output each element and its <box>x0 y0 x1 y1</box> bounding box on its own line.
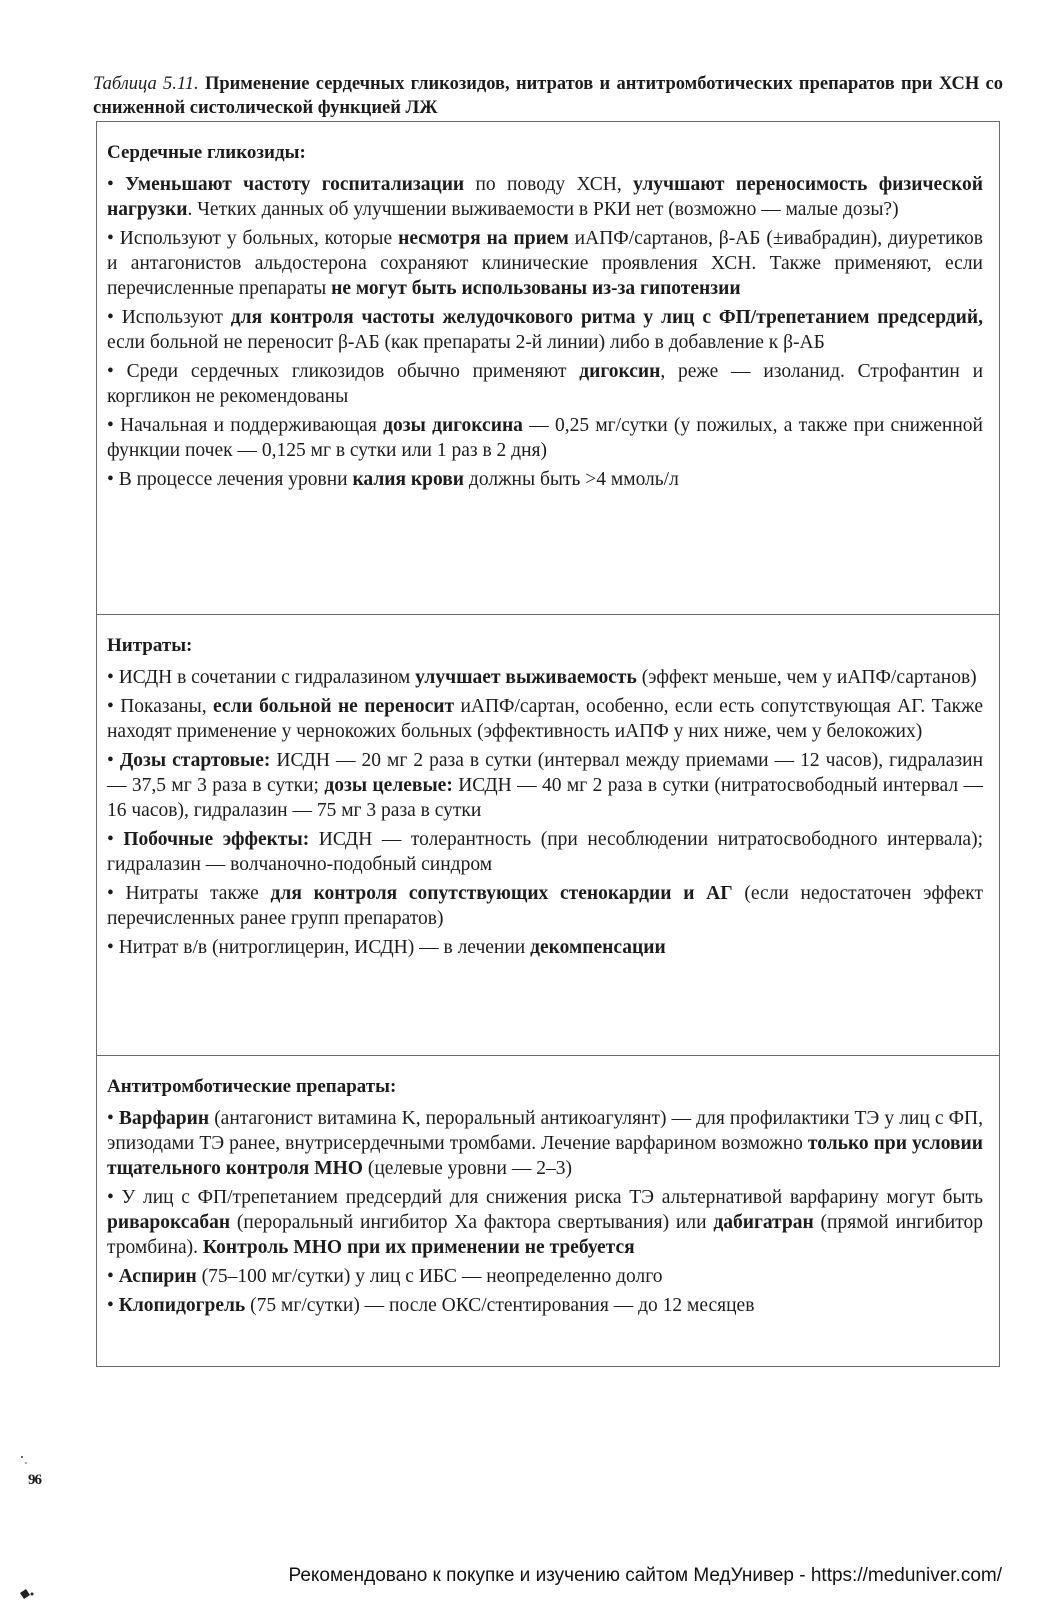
text: (пероральный ингибитор Xa фактора свертывания) или <box>230 1212 714 1233</box>
text: • <box>107 1295 119 1316</box>
section-items <box>107 172 983 492</box>
section-antithrombotics <box>97 1055 999 1366</box>
table-caption <box>93 72 1003 120</box>
text: • Среди сердечных гликозидов обычно применяют <box>107 361 580 382</box>
section-title: Антитромботические препараты: <box>107 1076 397 1097</box>
text: • В процессе лечения уровни <box>107 469 353 490</box>
section-title: Нитраты: <box>107 635 193 656</box>
bold-text: для контроля сопутствующих стенокардии и АГ <box>270 883 733 904</box>
bullet-item <box>107 1106 983 1181</box>
section-glycosides <box>97 122 999 614</box>
bullet-item <box>107 694 983 744</box>
text: должны быть >4 ммоль/л <box>464 469 679 490</box>
bold-text: дигоксин <box>579 361 661 382</box>
bullet-item <box>107 413 983 463</box>
bold-text: Аспирин <box>118 1266 197 1287</box>
text: • <box>107 1108 119 1129</box>
bold-text: декомпенсации <box>530 937 666 958</box>
text: . Четких данных об улучшении выживаемости в РКИ нет (возможно — малые дозы?) <box>187 199 899 220</box>
text: • Начальная и поддерживающая <box>107 415 384 436</box>
text: • Используют <box>107 307 231 328</box>
bullet-item <box>107 1264 983 1289</box>
text: ИСДН — 20 мг 2 раза в сутки (интервал между приемами — 12 часов), гидралазин — 37,5 мг 3 раза в сутки; <box>107 750 984 796</box>
bullet-item <box>107 359 983 409</box>
bold-text: дозы дигоксина <box>383 415 523 436</box>
footer-text: Рекомендовано к покупке и изучению сайтом МедУнивер - https://meduniver.com/ <box>288 1565 1002 1586</box>
page-number: 96 <box>28 1472 41 1488</box>
text: (если недостаточен эффект перечисленных ранее групп препаратов) <box>107 883 983 929</box>
bullet-item <box>107 305 983 355</box>
bullet-item <box>107 935 983 960</box>
bullet-item <box>107 827 983 877</box>
bold-text: улучшает выживаемость <box>415 667 637 688</box>
bold-text: Уменьшают частоту госпитализации <box>125 174 465 195</box>
bullet-item <box>107 467 983 492</box>
text: • Нитрат в/в (нитроглицерин, ИСДН) — в лечении <box>107 937 531 958</box>
text: по поводу ХСН, <box>464 174 634 195</box>
text: • <box>107 829 124 850</box>
table-label: Таблица 5.11. <box>93 74 199 94</box>
bold-text: для контроля частоты желудочкового ритма у лиц с ФП/трепетанием предсердий, <box>230 307 983 328</box>
text: • Показаны, <box>107 696 214 717</box>
bold-text: несмотря на прием <box>398 228 569 249</box>
bold-text: улучшают переносимость физической нагрузки <box>107 174 984 220</box>
bullet-item <box>107 172 983 222</box>
bullet-item <box>107 226 983 301</box>
section-items <box>107 665 983 960</box>
text: (75–100 мг/сутки) у лиц с ИБС — неопределенно долго <box>196 1266 663 1287</box>
bullet-item <box>107 881 983 931</box>
bullet-item <box>107 748 983 823</box>
bold-text: Контроль МНО при их применении не требуется <box>202 1237 635 1258</box>
bullet-item <box>107 665 983 690</box>
text: ИСДН — толерантность (при несоблюдении нитратосвободного интервала); гидралазин — волчаночно-подобный синдром <box>107 829 983 875</box>
text: иАПФ/сартанов, β-АБ (±ивабрадин), диуретиков и антагонистов альдостерона сохраняют клинические проявления ХСН. Также применяют, если перечисленные препараты <box>107 228 983 299</box>
bullet-item <box>107 1293 983 1318</box>
text: • <box>107 1266 119 1287</box>
text: (эффект меньше, чем у иАПФ/сартанов) <box>636 667 977 688</box>
section-nitrates <box>97 614 999 1055</box>
bold-text: Побочные эффекты: <box>123 829 310 850</box>
table-title: Применение сердечных гликозидов, нитратов и антитромботических препаратов при ХСН со сниженной систолической функцией ЛЖ <box>93 74 1003 118</box>
text: • У лиц с ФП/трепетанием предсердий для снижения риска ТЭ альтернативой варфарину могут быть <box>107 1187 983 1208</box>
bold-text: только при условии тщательного контроля МНО <box>107 1133 983 1179</box>
bold-text: если больной не переносит <box>213 696 455 717</box>
drug-table <box>96 121 1000 1367</box>
text: • <box>107 174 126 195</box>
bold-text: Клопидогрель <box>118 1295 246 1316</box>
bold-text: калия крови <box>352 469 465 490</box>
text: • Нитраты также <box>107 883 271 904</box>
text: если больной не переносит β-АБ (как препараты 2-й линии) либо в добавление к β-АБ <box>107 332 825 353</box>
text: (75 мг/сутки) — после ОКС/стентирования — до 12 месяцев <box>245 1295 755 1316</box>
text: , реже — изоланид. Строфантин и коргликон не рекомендованы <box>107 361 984 407</box>
section-items <box>107 1106 983 1318</box>
text: иАПФ/сартан, особенно, если есть сопутствующая АГ. Также находят применение у чернокожих больных (эффективность иАПФ у них ниже, чем у белокожих) <box>107 696 983 742</box>
bold-text: дабигатран <box>713 1212 814 1233</box>
bold-text: дозы целевые: <box>324 775 453 796</box>
bold-text: не могут быть использованы из-за гипотензии <box>331 278 741 299</box>
section-title: Сердечные гликозиды: <box>107 142 306 163</box>
bold-text: Дозы стартовые: <box>119 750 271 771</box>
text: (целевые уровни — 2–3) <box>362 1158 572 1179</box>
text: (прямой ингибитор тромбина). <box>107 1212 983 1258</box>
text: (антагонист витамина K, пероральный антикоагулянт) — для профилактики ТЭ у лиц с ФП, эпизодами ТЭ ранее, внутрисердечными тромбами. Лечение варфарином возможно <box>107 1108 983 1154</box>
text: ИСДН — 40 мг 2 раза в сутки (нитратосвободный интервал — 16 часов), гидралазин — 75 мг 3 раза в сутки <box>107 775 983 821</box>
bold-text: ривароксабан <box>107 1212 231 1233</box>
bullet-item <box>107 1185 983 1260</box>
text: • Используют у больных, которые <box>107 228 399 249</box>
text: — 0,25 мг/сутки (у пожилых, а также при сниженной функции почек — 0,125 мг в сутки или 1 раз в 2 дня) <box>107 415 983 461</box>
text: • ИСДН в сочетании с гидралазином <box>107 667 416 688</box>
text: • <box>107 750 120 771</box>
bold-text: Варфарин <box>118 1108 210 1129</box>
